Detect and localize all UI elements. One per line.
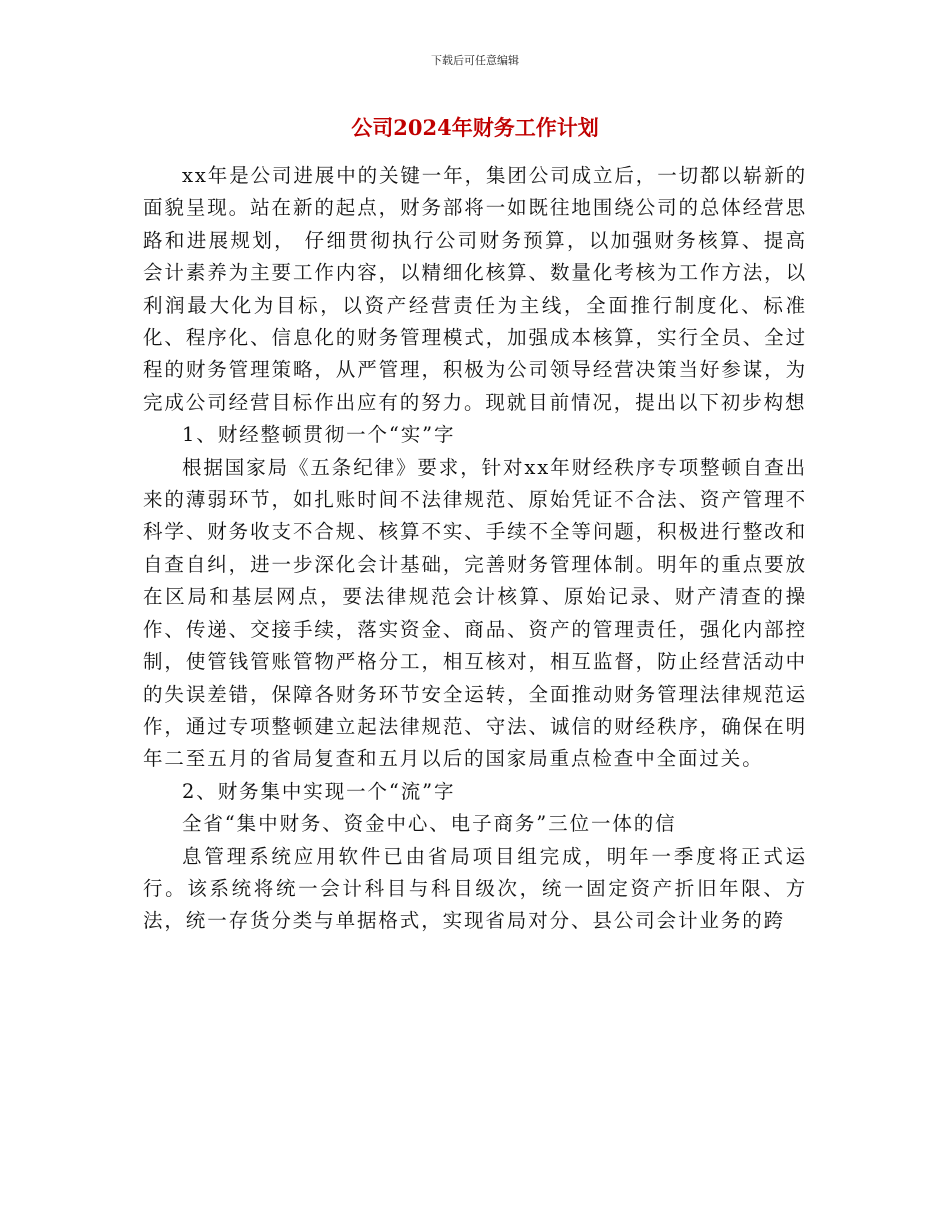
header-note: 下载后可任意编辑 <box>431 54 519 67</box>
document-body <box>143 160 807 938</box>
section-heading-2: 2、财务集中实现一个“流”字 <box>182 779 456 803</box>
intro-paragraph: xx年是公司进展中的关键一年，集团公司成立后，一切都以崭新的面貌呈现。站在新的起点，财务部将一如既往地围绕公司的总体经营思路和进展规划， 仔细贯彻执行公司财务预算，以加强财务核算、提高会计素养为主要工作内容，以精细化核算、数量化考核为工作方法，以利润最大化为目标，以资产经营责任为主线，全面推行制度化、标准化、程序化、信息化的财务管理模式，加强成本核算，实行全员、全过程的财务管理策略，从严管理，积极为公司领导经营决策当好参谋，为完成公司经营目标作出应有的努力。现就目前情况，提出以下初步构想 <box>143 164 807 414</box>
section-2-paragraph: 息管理系统应用软件已由省局项目组完成，明年一季度将正式运行。该系统将统一会计科目与科目级次，统一固定资产折旧年限、方法，统一存货分类与单据格式，实现省局对分、县公司会计业务的跨 <box>143 844 807 933</box>
section-heading-1: 1、财经整顿贯彻一个“实”字 <box>182 423 456 447</box>
section-2-paragraph-line: 全省“集中财务、资金中心、电子商务”三位一体的信 <box>182 812 677 836</box>
section-1-paragraph: 根据国家局《五条纪律》要求，针对xx年财经秩序专项整顿自查出来的薄弱环节，如扎账时间不法律规范、原始凭证不合法、资产管理不科学、财务收支不合规、核算不实、手续不全等问题，积极进行整改和自查自纠，进一步深化会计基础，完善财务管理体制。明年的重点要放在区局和基层网点，要法律规范会计核算、原始记录、财产清查的操作、传递、交接手续，落实资金、商品、资产的管理责任，强化内部控制，使管钱管账管物严格分工，相互核对，相互监督，防止经营活动中的失误差错，保障各财务环节安全运转，全面推动财务管理法律规范运作，通过专项整顿建立起法律规范、守法、诚信的财经秩序，确保在明年二至五月的省局复查和五月以后的国家局重点检查中全面过关。 <box>143 455 807 771</box>
document-title: 公司2024年财务工作计划 <box>351 115 599 140</box>
